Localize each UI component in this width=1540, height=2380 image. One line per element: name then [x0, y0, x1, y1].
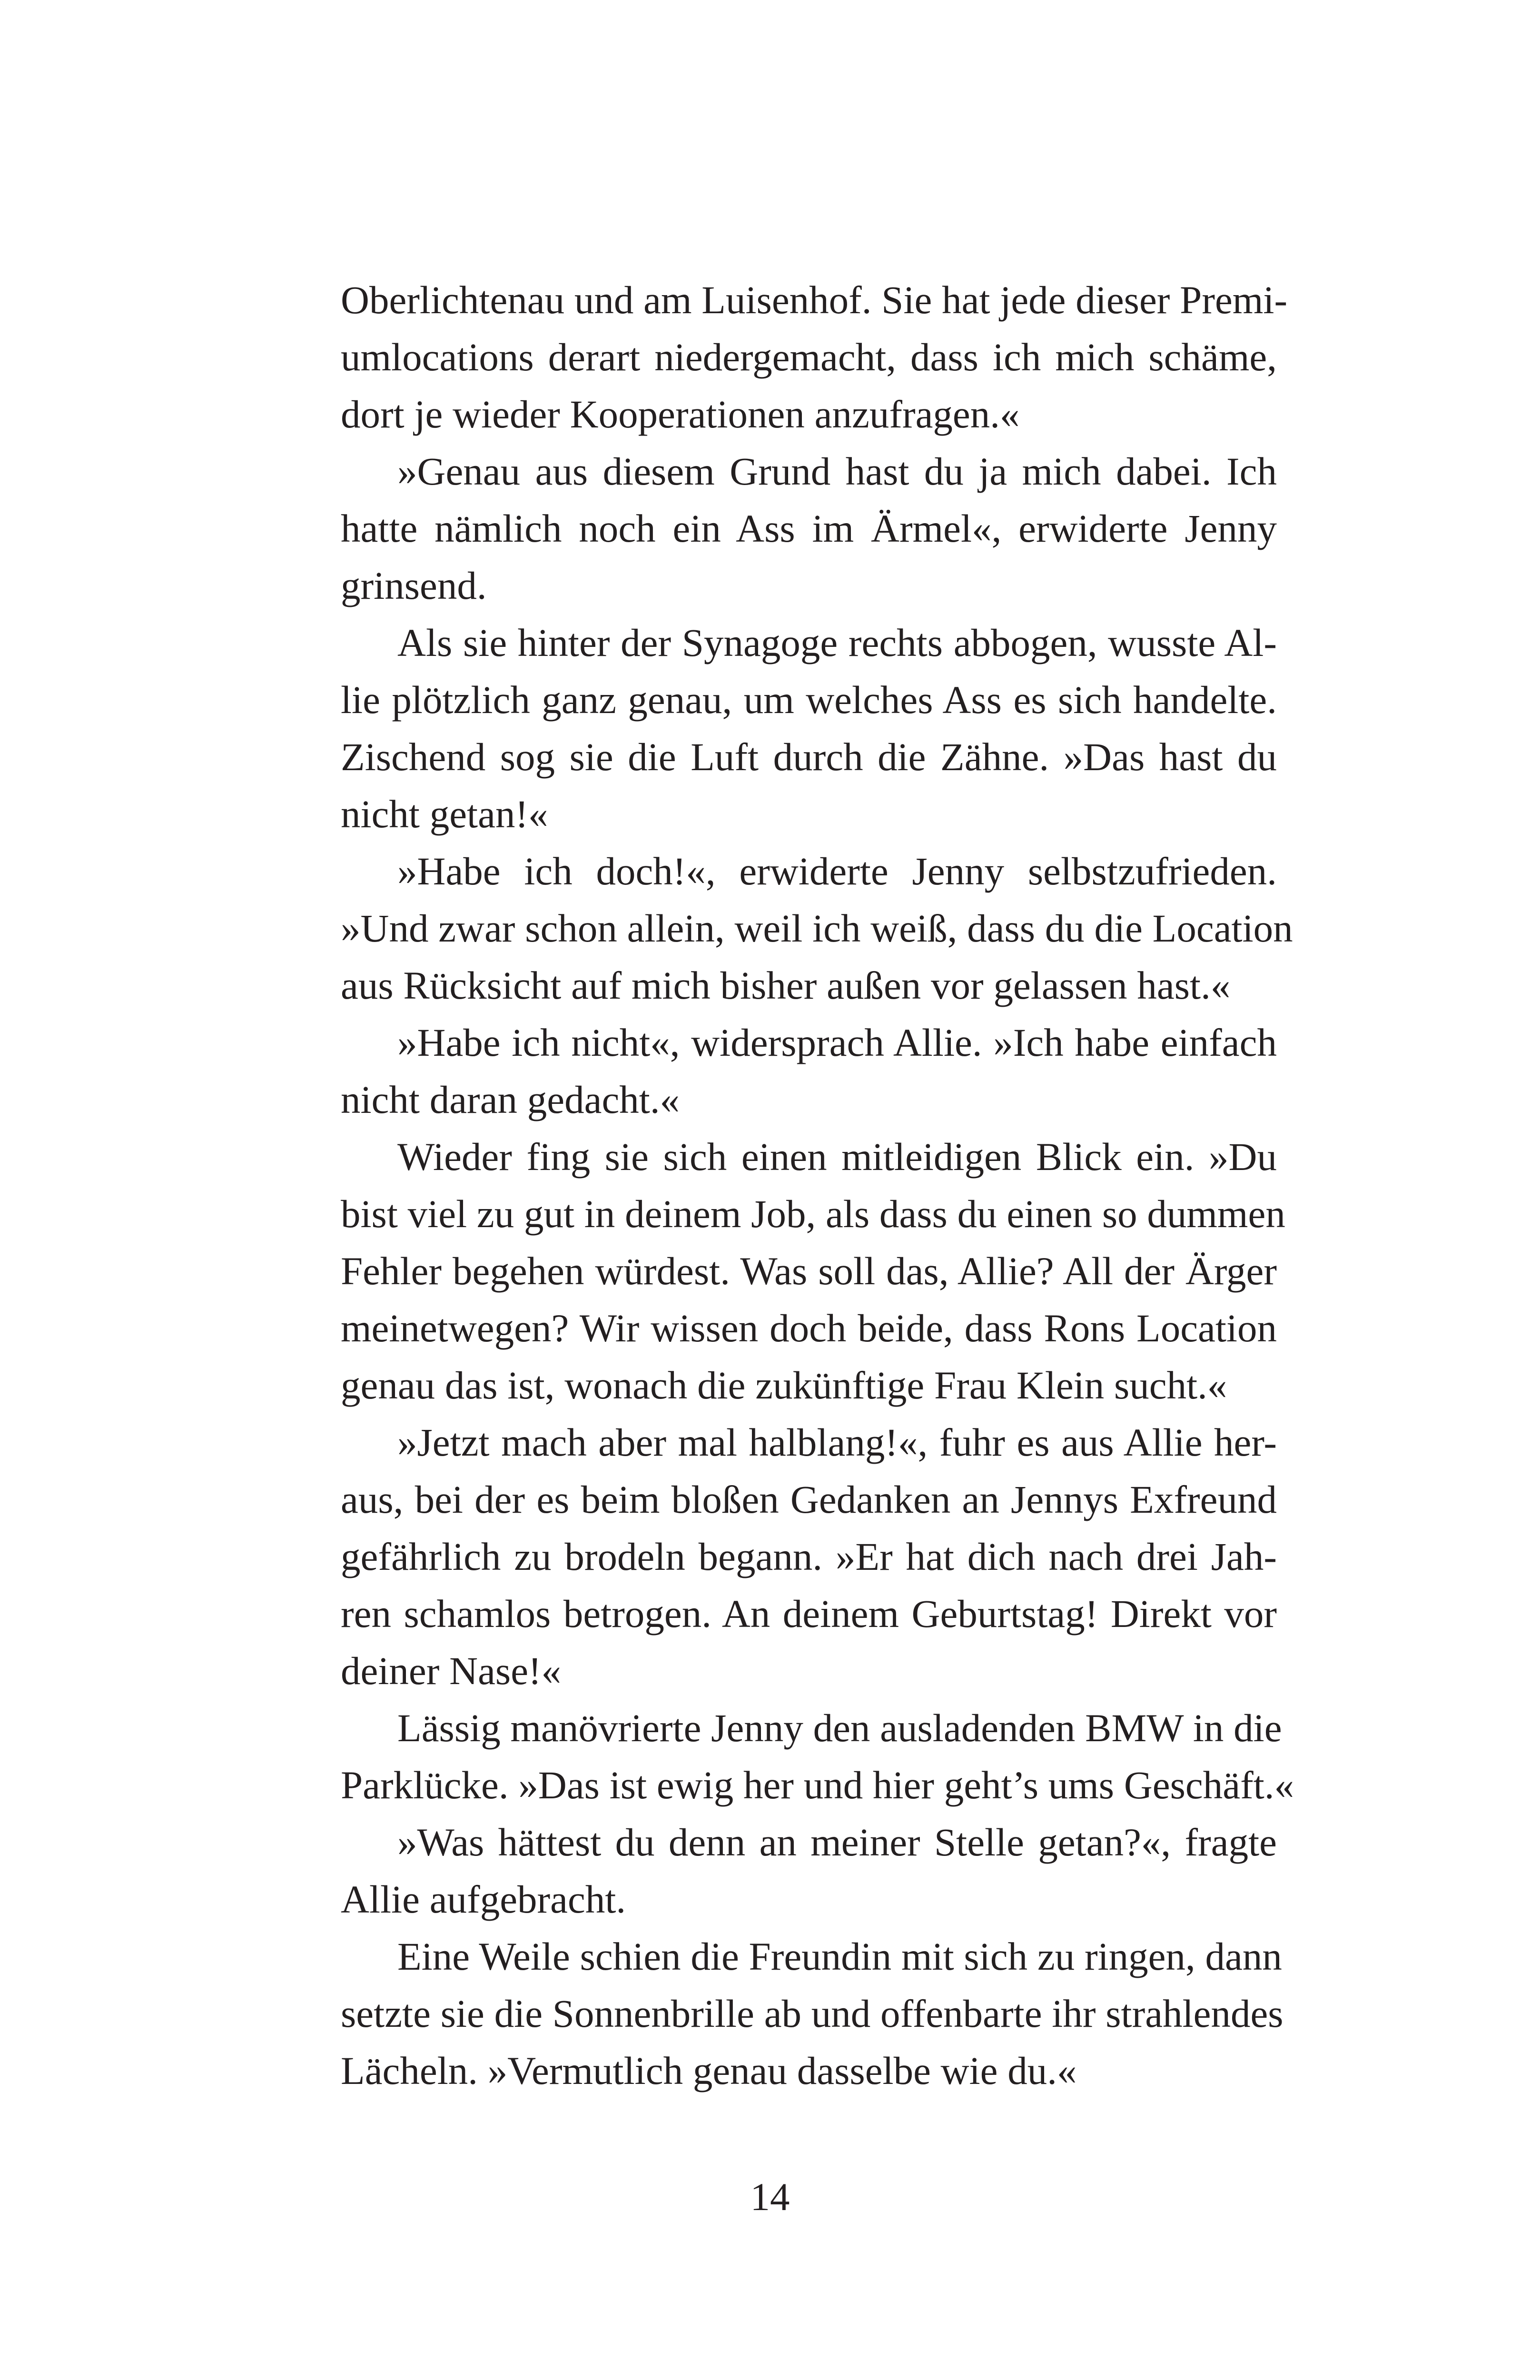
- text-line: Als sie hinter der Synagoge rechts abbogen, wusste Al-: [397, 621, 1277, 664]
- text-line: hatte nämlich noch ein Ass im Ärmel«, erwiderte Jenny: [341, 506, 1277, 550]
- text-line: Wieder fing sie sich einen mitleidigen Blick ein. »Du: [397, 1135, 1277, 1179]
- text-line: meinetwegen? Wir wissen doch beide, dass Rons Location: [341, 1306, 1277, 1350]
- text-line: nicht daran gedacht.«: [341, 1078, 680, 1121]
- text-line: »Was hättest du denn an meiner Stelle getan?«, fragte: [397, 1820, 1277, 1864]
- text-line: setzte sie die Sonnenbrille ab und offenbarte ihr strahlendes: [341, 1992, 1283, 2035]
- text-line: Lässig manövrierte Jenny den ausladenden BMW in die: [397, 1706, 1282, 1750]
- text-line: bist viel zu gut in deinem Job, als dass du einen so dummen: [341, 1192, 1285, 1236]
- page-number: 14: [750, 2175, 790, 2219]
- text-line: Lächeln. »Vermutlich genau dasselbe wie du.«: [341, 2049, 1077, 2092]
- text-line: »Habe ich nicht«, widersprach Allie. »Ich habe einfach: [397, 1021, 1277, 1064]
- text-line: Zischend sog sie die Luft durch die Zähne. »Das hast du: [341, 735, 1277, 779]
- text-line: »Genau aus diesem Grund hast du ja mich dabei. Ich: [397, 449, 1277, 493]
- text-line: aus Rücksicht auf mich bisher außen vor gelassen hast.«: [341, 963, 1231, 1007]
- text-line: »Jetzt mach aber mal halblang!«, fuhr es aus Allie her-: [397, 1420, 1277, 1464]
- text-line: nicht getan!«: [341, 792, 548, 836]
- text-line: dort je wieder Kooperationen anzufragen.«: [341, 392, 1020, 436]
- body-text: [341, 271, 1294, 2099]
- text-line: grinsend.: [341, 564, 487, 607]
- text-line: Parklücke. »Das ist ewig her und hier geht’s ums Geschäft.«: [341, 1763, 1294, 1807]
- text-line: ren schamlos betrogen. An deinem Geburtstag! Direkt vor: [341, 1592, 1277, 1636]
- text-line: umlocations derart niedergemacht, dass ich mich schäme,: [341, 335, 1277, 379]
- text-line: »Und zwar schon allein, weil ich weiß, dass du die Location: [341, 906, 1293, 950]
- text-line: Allie aufgebracht.: [341, 1877, 626, 1921]
- text-line: Eine Weile schien die Freundin mit sich zu ringen, dann: [397, 1934, 1282, 1978]
- text-line: deiner Nase!«: [341, 1649, 562, 1693]
- text-line: lie plötzlich ganz genau, um welches Ass es sich handelte.: [341, 678, 1277, 722]
- text-line: Oberlichtenau und am Luisenhof. Sie hat jede dieser Premi-: [341, 278, 1288, 322]
- text-line: genau das ist, wonach die zukünftige Frau Klein sucht.«: [341, 1363, 1227, 1407]
- text-line: aus, bei der es beim bloßen Gedanken an Jennys Exfreund: [341, 1478, 1277, 1521]
- text-line: »Habe ich doch!«, erwiderte Jenny selbstzufrieden.: [397, 849, 1277, 893]
- text-line: gefährlich zu brodeln begann. »Er hat dich nach drei Jah-: [341, 1535, 1277, 1578]
- text-line: Fehler begehen würdest. Was soll das, Allie? All der Ärger: [341, 1249, 1277, 1293]
